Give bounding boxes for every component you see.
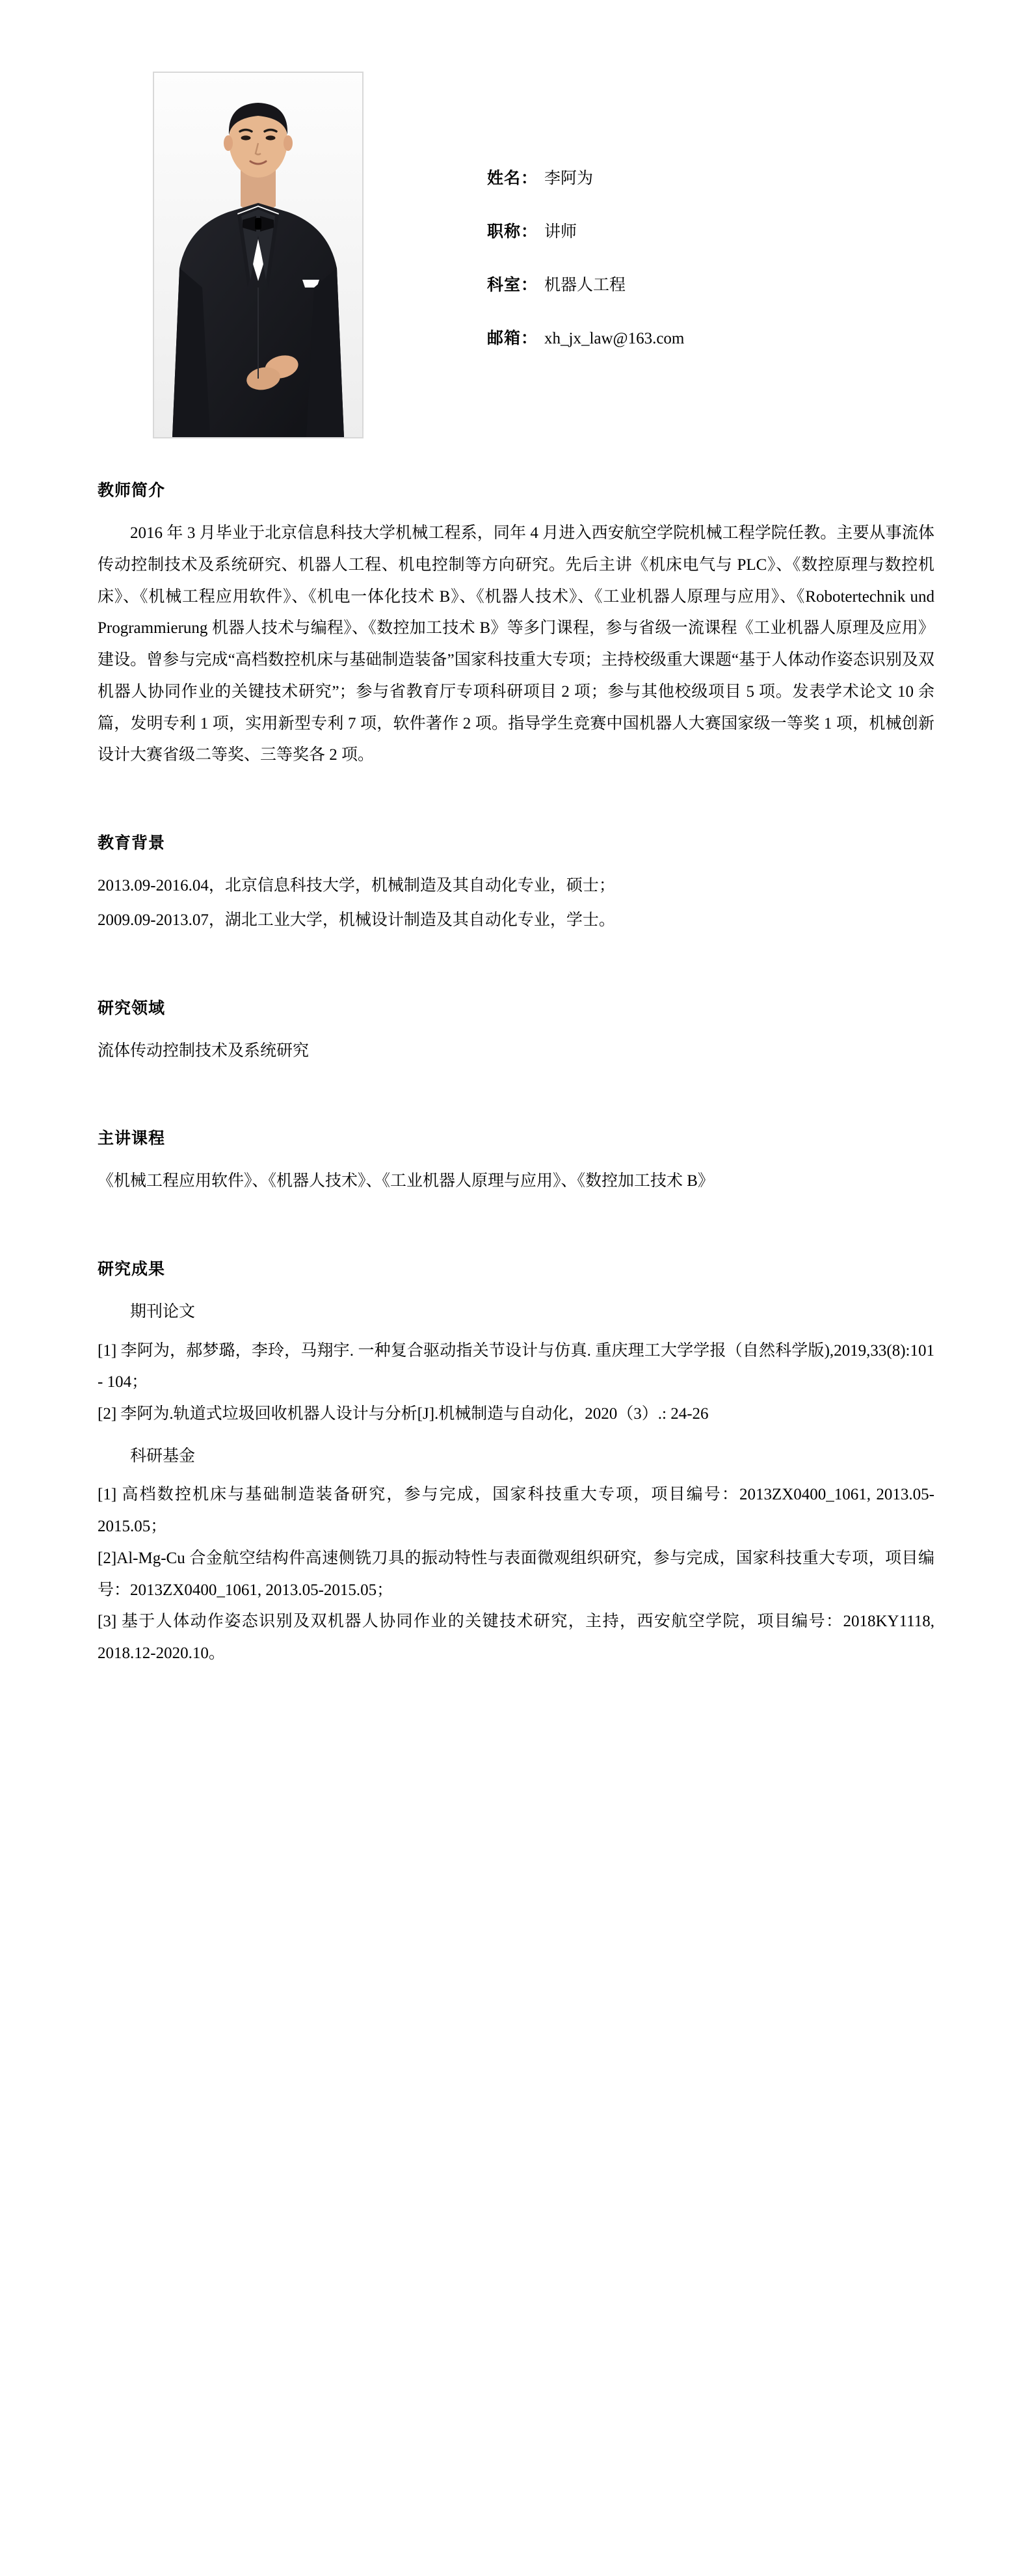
profile-label-email: 邮箱： bbox=[487, 330, 538, 347]
achievement-item: [3] 基于人体动作姿态识别及双机器人协同作业的关键技术研究，主持，西安航空学院，项目编号：2018KY1118, 2018.12-2020.10。 bbox=[98, 1613, 934, 1662]
section-title-achievements: 研究成果 bbox=[98, 1261, 166, 1278]
section-courses bbox=[98, 1125, 934, 1198]
intro-paragraph: 2016 年 3 月毕业于北京信息科技大学机械工程系，同年 4 月进入西安航空学院机械工程学院任教。主要从事流体传动控制技术及系统研究、机器人工程、机电控制等方向研究。先后主讲《机床电气与 PLC》、《数控原理与数控机床》、《机械工程应用软件》、《机电一体化技术 B》、《机器人技术》、《工业机器人原理与应用》、《Robotertechnik und Programmierung 机器人技术与编程》、《数控加工技术 B》等多门课程，参与省级一流课程《工业机器人原理及应用》建设。曾参与完成“高档数控机床与基础制造装备”国家科技重大专项；主持校级重大课题“基于人体动作姿态识别及双机器人协同作业的关键技术研究”；参与省教育厅专项科研项目 2 项；参与其他校级项目 5 项。发表学术论文 10 余篇，发明专利 1 项，实用新型专利 7 项，软件著作 2 项。指导学生竞赛中国机器人大赛国家级一等奖 1 项，机械创新设计大赛省级二等奖、三等奖各 2 项。 bbox=[98, 524, 934, 764]
profile-value-title: 讲师 bbox=[544, 223, 577, 241]
education-line: 2009.09-2013.07，湖北工业大学，机械设计制造及其自动化专业，学士。 bbox=[98, 911, 615, 929]
education-line: 2013.09-2016.04，北京信息科技大学，机械制造及其自动化专业，硕士； bbox=[98, 877, 615, 894]
section-title-research-area: 研究领域 bbox=[98, 999, 166, 1017]
section-intro bbox=[98, 477, 934, 771]
section-title-intro: 教师简介 bbox=[98, 482, 166, 500]
achievement-group-funds bbox=[98, 1441, 934, 1670]
section-education bbox=[98, 830, 934, 937]
achievement-item: [1] 李阿为，郝梦璐，李玲，马翔宇. 一种复合驱动指关节设计与仿真. 重庆理工大学学报（自然科学版),2019,33(8):101 - 104； bbox=[98, 1341, 934, 1391]
section-research-area bbox=[98, 995, 934, 1067]
achievement-subtitle-papers: 期刊论文 bbox=[130, 1303, 196, 1321]
section-title-education: 教育背景 bbox=[98, 835, 166, 852]
profile-value-department: 机器人工程 bbox=[544, 276, 626, 294]
profile-value-email: xh_jx_law@163.com bbox=[544, 330, 685, 347]
achievement-group-papers bbox=[98, 1296, 934, 1430]
section-achievements bbox=[98, 1256, 934, 1670]
profile-header bbox=[98, 72, 934, 438]
achievement-item: [1] 高档数控机床与基础制造装备研究，参与完成，国家科技重大专项，项目编号：2013ZX0400_1061, 2013.05-2015.05； bbox=[98, 1486, 934, 1535]
profile-label-title: 职称： bbox=[487, 223, 538, 241]
portrait-photo bbox=[153, 72, 364, 438]
profile-field-name bbox=[487, 169, 684, 189]
profile-value-name: 李阿为 bbox=[544, 170, 594, 187]
profile-label-department: 科室： bbox=[487, 276, 538, 294]
courses-line: 《机械工程应用软件》、《机器人技术》、《工业机器人原理与应用》、《数控加工技术 B》 bbox=[98, 1172, 714, 1190]
achievement-subtitle-funds: 科研基金 bbox=[130, 1447, 196, 1465]
profile-label-name: 姓名： bbox=[487, 170, 538, 187]
achievement-item: [2]Al-Mg-Cu 合金航空结构件高速侧铣刀具的振动特性与表面微观组织研究，参与完成，国家科技重大专项，项目编号：2013ZX0400_1061, 2013.05-2015.05； bbox=[98, 1549, 934, 1599]
profile-field-title bbox=[487, 222, 684, 242]
profile-field-department bbox=[487, 276, 684, 295]
profile-field-email bbox=[487, 329, 684, 349]
profile-fields bbox=[487, 72, 684, 349]
section-title-courses: 主讲课程 bbox=[98, 1130, 166, 1148]
research-area-line: 流体传动控制技术及系统研究 bbox=[98, 1041, 310, 1060]
achievement-item: [2] 李阿为.轨道式垃圾回收机器人设计与分析[J].机械制造与自动化，2020（3）.: 24-26 bbox=[98, 1405, 709, 1423]
